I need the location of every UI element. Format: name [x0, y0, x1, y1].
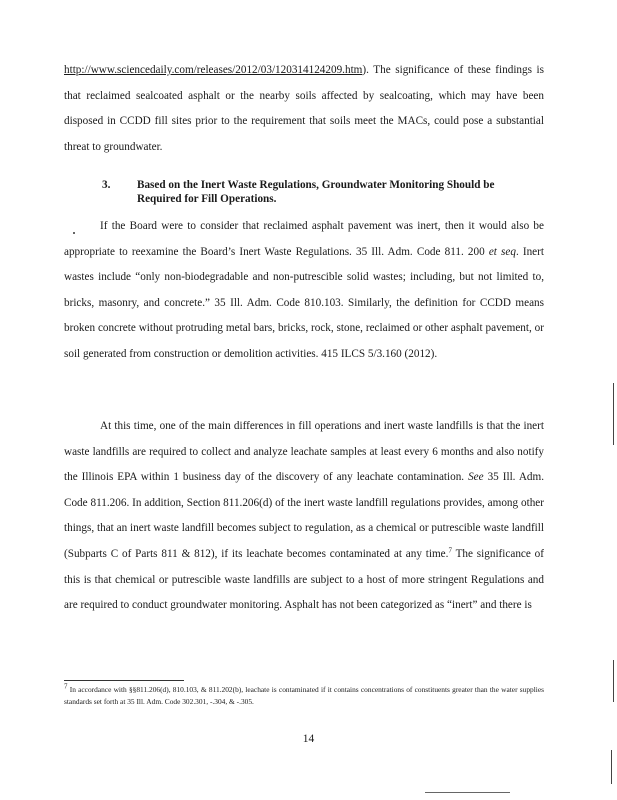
footnote-separator: [64, 680, 184, 681]
source-url-link[interactable]: http://www.sciencedaily.com/releases/2012/03/120314124209.htm: [64, 64, 363, 76]
footnote: [64, 684, 544, 708]
paragraph-text-2: 35 Ill. Adm. Code 811.206. In addition, Section 811.206(d) of the inert waste landfill regulations provides, among other things, that an inert waste landfill becomes subject to regulation, as a chemical or putrescible waste landfill (Subparts C of Parts 811 & 812), if its leachate becomes contaminated at any time.: [64, 471, 544, 560]
paragraph-text-a: If the Board were to consider that reclaimed asphalt pavement was inert, then it would also be appropriate to reexamine the Board’s Inert Waste Regulations. 35 Ill. Adm. Code 811. 200: [64, 220, 544, 258]
page-number: 14: [302, 733, 315, 745]
footnote-text: In accordance with §§811.206(d), 810.103, & 811.202(b), leachate is contaminated if it contains concentrations of constituents greater than the water supplies standards set forth at 35 Ill. Adm. Code 302.301, -.304, & -.305.: [64, 685, 544, 706]
paragraph-inert-waste-regulations: [64, 214, 544, 368]
scan-margin-mark: [613, 660, 614, 702]
see-citation-signal: See: [468, 471, 484, 484]
paragraph-continuation-text: ). The significance of these findings is that reclaimed sealcoated asphalt or the nearby soils affected by sealcoating, which may have been disposed in CCDD fill sites prior to the requirement that soils meet the MACs, could pose a substantial threat to groundwater.: [64, 64, 544, 153]
scan-margin-mark: [613, 383, 614, 445]
section-title: Based on the Inert Waste Regulations, Groundwater Monitoring Should be Required for Fill Operations.: [137, 179, 495, 205]
scan-bottom-mark: [425, 792, 510, 793]
paragraph-landfill-differences: [64, 414, 544, 619]
scan-margin-mark: [611, 750, 612, 784]
footnote-reference[interactable]: 7: [448, 546, 452, 555]
paragraph-continuation: [64, 58, 544, 160]
paragraph-text-1: At this time, one of the main differences in fill operations and inert waste landfills is that the inert waste landfills are required to collect and analyze leachate samples at least every 6 months and also notify the Illinois EPA within 1 business day of the discovery of any leachate contamination.: [64, 420, 544, 484]
paragraph-text-b: . Inert wastes include “only non-biodegradable and non-putrescible solid wastes; including, but not limited to, bricks, masonry, and concrete.” 35 Ill. Adm. Code 810.103. Similarly, the definition for CCDD means broken concrete without protruding metal bars, bricks, rock, stone, reclaimed or other asphalt pavement, or soil generated from construction or demolition activities. 415 ILCS 5/3.160 (2012).: [64, 245, 544, 360]
section-number: 3.: [102, 179, 111, 191]
scan-speck: [73, 232, 75, 234]
et-seq-italic: et seq: [488, 245, 516, 258]
footnote-marker: 7: [64, 682, 68, 691]
paragraph-text-3: The significance of this is that chemical or putrescible waste landfills are subject to a host of more stringent Regulations and are required to conduct groundwater monitoring. Asphalt has not been categorized as “inert” and there is: [64, 547, 544, 612]
